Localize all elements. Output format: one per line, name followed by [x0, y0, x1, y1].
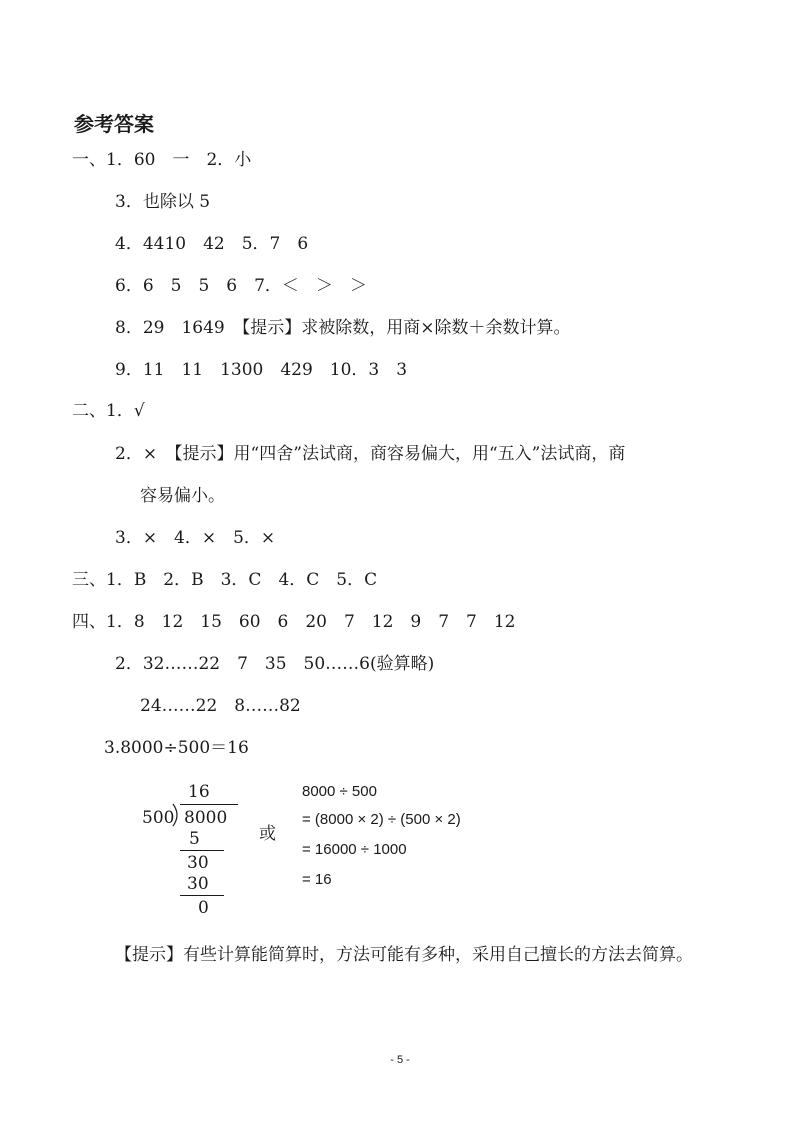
division-bar	[180, 804, 238, 805]
section1-line6: 9．11 11 1300 429 10．3 3	[115, 360, 408, 380]
division-step2: 30	[187, 853, 209, 873]
section2-line2: 2．× 【提示】用“四舍”法试商，商容易偏大，用“五入”法试商，商	[115, 444, 626, 464]
section1-line4: 6．6 5 5 6 7．＜ ＞ ＞	[115, 276, 367, 296]
alternative-line1: 8000 ÷ 500	[302, 783, 377, 800]
hint-text: 【提示】有些计算能简算时，方法可能有多种，采用自己擅长的方法去简算。	[115, 945, 693, 965]
alternative-line2: = (8000 × 2) ÷ (500 × 2)	[302, 811, 461, 828]
section2-line4: 3．× 4．× 5．×	[115, 528, 276, 548]
division-remainder: 0	[198, 898, 209, 918]
section4-line3: 24……22 8……82	[140, 696, 301, 716]
alternative-line4: = 16	[302, 871, 332, 888]
page-number: - 5 -	[390, 1054, 410, 1066]
division-step3: 30	[187, 874, 209, 894]
alternative-line3: = 16000 ÷ 1000	[302, 841, 407, 858]
section2-line1: 二、1．√	[72, 401, 145, 421]
division-rule-2	[180, 895, 224, 896]
division-divisor: 500	[142, 808, 175, 828]
section4-line4: 3.8000÷500＝16	[104, 738, 249, 758]
section3-line1: 三、1．B 2．B 3．C 4．C 5．C	[72, 570, 378, 590]
section4-line1: 四、1．8 12 15 60 6 20 7 12 9 7 7 12	[72, 612, 516, 632]
or-label: 或	[259, 824, 276, 844]
section1-line2: 3．也除以 5	[115, 192, 211, 212]
section4-line2: 2．32……22 7 35 50……6(验算略)	[115, 654, 435, 674]
section1-line3: 4．4410 42 5．7 6	[115, 234, 309, 254]
division-bracket	[172, 803, 182, 827]
division-dividend: 8000	[184, 808, 228, 828]
section2-line3: 容易偏小。	[140, 486, 225, 506]
division-quotient: 16	[188, 782, 210, 802]
page-title: 参考答案	[74, 112, 154, 136]
division-step1: 5	[189, 829, 200, 849]
division-rule-1	[180, 850, 224, 851]
section1-line5: 8．29 1649 【提示】求被除数，用商×除数＋余数计算。	[115, 318, 571, 338]
section1-line1: 一、1．60 一 2．小	[72, 150, 252, 170]
